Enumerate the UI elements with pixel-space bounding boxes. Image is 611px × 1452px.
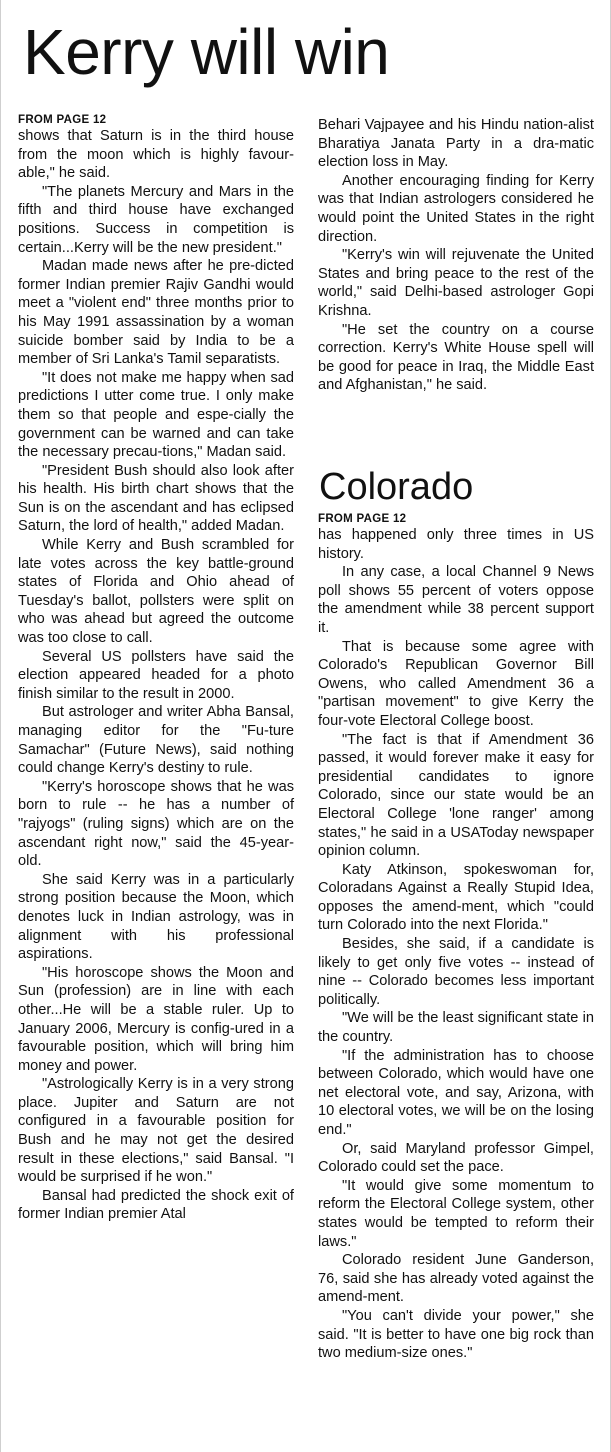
paragraph: "Kerry's horoscope shows that he was born to rule -- he has a number of "rajyogs" (ruling signs) which are on the ascendant right now," said the 45-year-old.: [18, 778, 294, 870]
right-column-continuation: [318, 116, 594, 395]
paragraph: Bansal had predicted the shock exit of former Indian premier Atal: [18, 1187, 294, 1223]
jump-line: FROM PAGE 12: [18, 114, 107, 126]
paragraph: Katy Atkinson, spokeswoman for, Coloradans Against a Really Stupid Idea, opposes the amend-ment, which "could turn Colorado into the next Florida.": [318, 861, 594, 934]
paragraph: Besides, she said, if a candidate is likely to get only five votes -- instead of nine -- Colorado becomes less important politically.: [318, 936, 594, 1008]
colorado-column: [318, 512, 594, 1363]
paragraph: "President Bush should also look after his health. His birth chart shows that the Sun is on the ascendant and has eclipsed Saturn, the lord of health," added Madan.: [18, 462, 294, 535]
paragraph: In any case, a local Channel 9 News poll shows 55 percent of voters oppose the amendment while 38 percent support it.: [318, 564, 594, 636]
paragraph: Another encouraging finding for Kerry was that Indian astrologers considered he would point the United States in the right direction.: [318, 172, 594, 245]
paragraph: Or, said Maryland professor Gimpel, Colorado could set the pace.: [318, 1140, 594, 1176]
paragraph: "You can't divide your power," she said. "It is better to have one big rock than two medium-size ones.": [318, 1307, 594, 1362]
paragraph: has happened only three times in US history.: [318, 527, 594, 562]
paragraph: While Kerry and Bush scrambled for late votes across the key battle-ground states of Florida and Ohio ahead of Tuesday's ballot, pollsters were split on who was ahead but agreed the outcome was too close to call.: [18, 537, 294, 647]
paragraph: "He set the country on a course correction. Kerry's White House spell will be good for peace in Iraq, the Middle East and Afghanistan," he said.: [318, 321, 594, 394]
paragraph: "The planets Mercury and Mars in the fifth and third house have exchanged positions. Success in competition is certain...Kerry will be the new president.": [18, 183, 294, 256]
paragraph: That is because some agree with Colorado's Republican Governor Bill Owens, who called Amendment 36 a "partisan movement" to give Kerry the four-vote Electoral College boost.: [318, 638, 594, 729]
paragraph: "Kerry's win will rejuvenate the United States and bring peace to the rest of the world," said Delhi-based astrologer Gopi Krishna.: [318, 247, 594, 319]
paragraph: Colorado resident June Ganderson, 76, said she has already voted against the amend-ment.: [318, 1252, 594, 1306]
paragraph: shows that Saturn is in the third house from the moon which is highly favour-able," he said.: [18, 128, 294, 182]
paragraph: "We will be the least significant state in the country.: [318, 1010, 594, 1046]
paragraph: Behari Vajpayee and his Hindu nation-alist Bharatiya Janata Party in a dra-matic election loss in May.: [318, 117, 594, 171]
colorado-subhead: Colorado: [319, 466, 474, 508]
jump-line: FROM PAGE 12: [318, 513, 407, 525]
paragraph: "It would give some momentum to reform the Electoral College system, other states would be tempted to reform their laws.": [318, 1177, 594, 1250]
paragraph: "His horoscope shows the Moon and Sun (profession) are in line with each other...He will be a stable ruler. Up to January 2006, Mercury is config-ured in a favourable position, which will bring him money and power.: [18, 964, 294, 1074]
paragraph: "It does not make me happy when sad predictions I utter come true. I only make them so that people and espe-cially the government can be warned and can take the necessary precau-tions," Madan said.: [18, 369, 294, 461]
headline: Kerry will win: [23, 16, 390, 88]
paragraph: But astrologer and writer Abha Bansal, managing editor for the "Fu-ture Samachar" (Future News), said nothing could change Kerry's destiny to rule.: [18, 704, 294, 777]
paragraph: Madan made news after he pre-dicted former Indian premier Rajiv Gandhi would meet a "violent end" three months prior to his May 1991 assassination by a woman suicide bomber said by India to be a member of Sri Lanka's Tamil separatists.: [18, 258, 294, 368]
paragraph: Several US pollsters have said the election appeared headed for a photo finish similar to the result in 2000.: [18, 648, 294, 702]
paragraph: She said Kerry was in a particularly strong position because the Moon, which denotes luck in Indian astrology, was in alignment with his professional aspirations.: [18, 871, 294, 963]
left-column: [18, 113, 294, 1224]
paragraph: "Astrologically Kerry is in a very strong place. Jupiter and Saturn are not configured in a favourable position for Bush and he may not get the desired result in these elections," said Bansal. "I would be surprised if he won.": [18, 1076, 294, 1186]
paragraph: "If the administration has to choose between Colorado, which would have one net electoral vote, and say, Arizona, with 10 electoral votes, we will be on the losing end.": [318, 1047, 594, 1138]
paragraph: "The fact is that if Amendment 36 passed, it would forever make it easy for presidential candidates to ignore Colorado, since our state would be an Electoral College 'lone ranger' among states," he said in a USAToday newspaper opinion column.: [318, 731, 594, 860]
